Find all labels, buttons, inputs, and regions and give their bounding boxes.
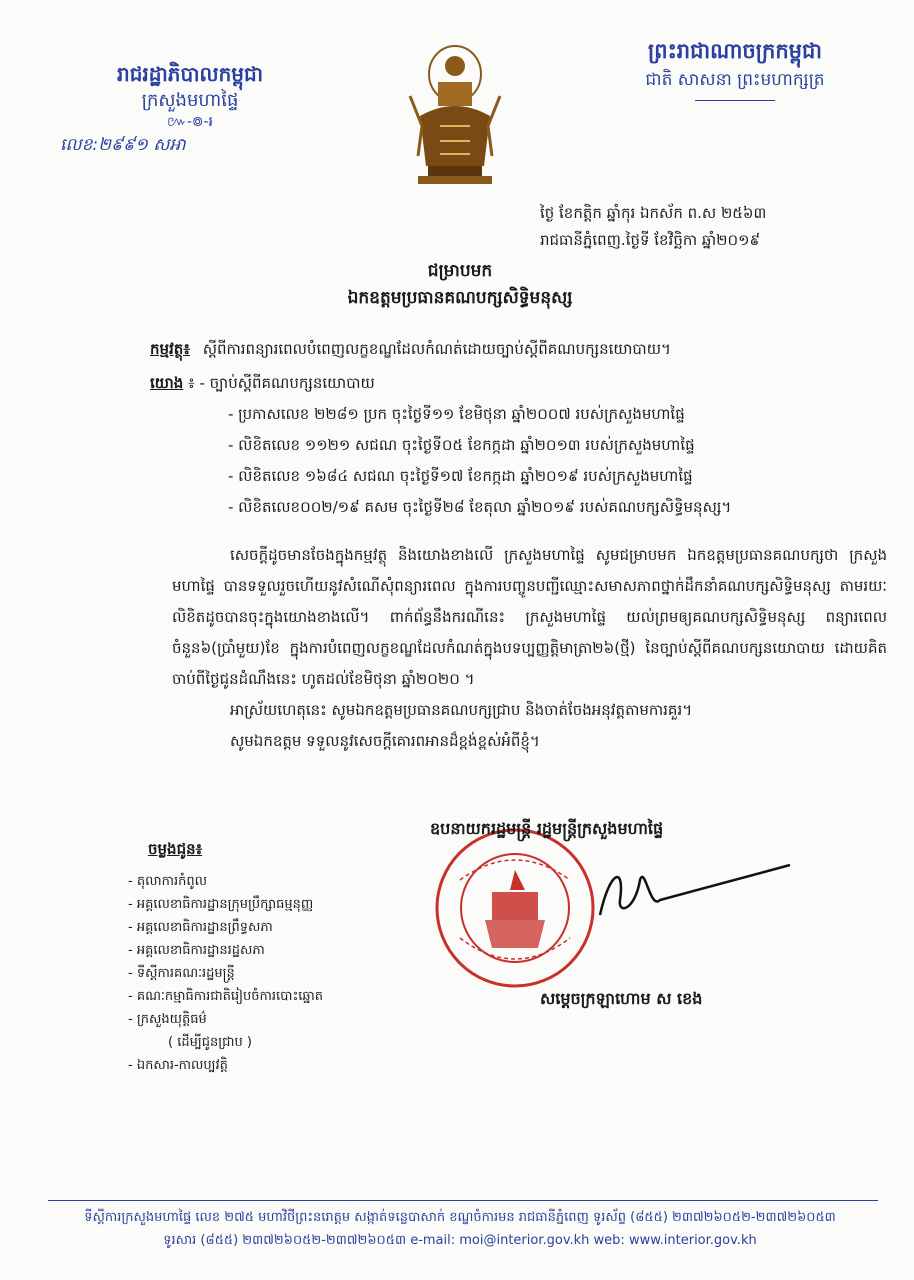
- footer-address: ទីស្តីការក្រសួងមហាផ្ទៃ លេខ ២៧៥ មហាវិថីព្រះនរោត្តម សង្កាត់ទន្លេបាសាក់ ខណ្ឌចំការមន រាជធានីភ្នំពេញ ទូរស័ព្ទ (៨៥៥) ២៣៧២៦០៥២-២៣៧២៦០៥៣: [84, 1210, 836, 1225]
- reference-item: - លិខិតលេខ ១៦៨៤ សជណ ចុះថ្ងៃទី១៧ ខែកក្កដា ឆ្នាំ២០១៩ របស់ក្រសួងមហាផ្ទៃ: [228, 467, 693, 485]
- salutation: ជម្រាបមក: [427, 261, 493, 281]
- subject-line: [150, 334, 880, 364]
- lunar-date: ថ្ងៃ ខែកត្ដិក ឆ្នាំកុរ ឯកស័ក ព.ស ២៥៦៣: [540, 204, 767, 222]
- letter-body: [172, 540, 887, 757]
- recipient: [260, 258, 660, 312]
- recipient-name: ឯកឧត្តមប្រធានគណបក្សសិទ្ធិមនុស្ស: [347, 288, 573, 308]
- signatory-title: ឧបនាយករដ្ឋមន្ត្រី រដ្ឋមន្ត្រីក្រសួងមហាផ្ទៃ: [430, 819, 664, 838]
- footer: [40, 1206, 880, 1252]
- subject-text: ស្ដីពីការពន្យារពេលបំពេញលក្ខខណ្ឌដែលកំណត់ដោយច្បាប់ស្តីពីគណបក្សនយោបាយ។: [202, 340, 671, 358]
- references-label: យោង: [150, 374, 184, 392]
- cc-title: ចម្លងជូន៖: [148, 840, 203, 858]
- kingdom-name: ព្រះរាជាណាចក្រកម្ពុជា: [647, 39, 822, 63]
- body-paragraph: សេចក្តីដូចមានចែងក្នុងកម្មវត្ថុ និងយោងខាងលើ ក្រសួងមហាផ្ទៃ សូមជម្រាបមក ឯកឧត្តមប្រធានគណបក្សថា ក្រសួងមហាផ្ទៃ បានទទួលរួចហើយនូវសំណើសុំពន្យារពេល ក្នុងការបញ្ចូនបញ្ជីឈ្មោះសមាសភាពថ្នាក់ដឹកនាំគណបក្សសិទ្ធិមនុស្ស តាមរយៈលិខិតដូចបានចុះក្នុងយោងខាងលើ។ ពាក់ព័ន្ធនឹងករណីនេះ ក្រសួងមហាផ្ទៃ យល់ព្រមឲ្យគណបក្សសិទ្ធិមនុស្ស ពន្យារពេលចំនួន៦(ប្រាំមួយ)ខែ ក្នុងការបំពេញលក្ខខណ្ឌដែលកំណត់ក្នុងបទប្បញ្ញត្តិមាត្រា២៦(ថ្មី) នៃច្បាប់ស្តីពីគណបក្សនយោបាយ ដោយគិតចាប់ពីថ្ងៃជូនដំណឹងនេះ ហូតដល់ខែមិថុនា ឆ្នាំ២០២០ ។: [172, 546, 887, 688]
- closing-paragraph: សូមឯកឧត្តម ទទួលនូវសេចក្តីគោរពអានដ៏ខ្ពង់ខ្ពស់អំពីខ្ញុំ។: [230, 732, 540, 750]
- footer-contact: ទូរសារ (៨៥៥) ២៣៧២៦០៥២-២៣៧២៦០៥៣ e-mail: moi@interior.gov.kh web: www.interior.gov.kh: [163, 1233, 757, 1248]
- reference-item: - លិខិតលេខ ១១២១ សជណ ចុះថ្ងៃទី០៥ ខែកក្កដា ឆ្នាំ២០១៣ របស់ក្រសួងមហាផ្ទៃ: [228, 436, 695, 454]
- signer-name: សម្តេចក្រឡាហោម ស ខេង: [540, 989, 703, 1008]
- ministry-name: ក្រសួងមហាផ្ទៃ: [141, 90, 239, 111]
- cc-item: - អគ្គលេខាធិការដ្ឋានក្រុមប្រឹក្សាធម្មនុញ្ញ: [128, 897, 314, 912]
- cc-item: - អគ្គលេខាធិការដ្ឋានរដ្ឋសភា: [128, 943, 265, 958]
- cc-item: - តុលាការកំពូល: [128, 874, 207, 889]
- reference-item: - ច្បាប់ស្តីពីគណបក្សនយោបាយ: [199, 374, 375, 392]
- national-motto: ជាតិ សាសនា ព្រះមហាក្សត្រ: [645, 70, 825, 90]
- reference-number: លេខ:២៩៩១ សអា: [60, 135, 186, 155]
- body-paragraph: អាស្រ័យហេតុនេះ សូមឯកឧត្តមប្រធានគណបក្សជ្រាប និងចាត់ចែងអនុវត្តតាមការគួរ។: [230, 701, 693, 719]
- cc-item-note: ( ដើម្បីជូនជ្រាប ): [168, 1035, 252, 1050]
- date-block: [540, 200, 900, 254]
- government-name: រាជរដ្ឋាភិបាលកម្ពុជា: [117, 62, 263, 86]
- header-ornament: ៚-៙-៛: [167, 114, 213, 130]
- cc-item: - ទីស្តីការគណៈរដ្ឋមន្ត្រី: [128, 966, 235, 981]
- cc-list: [128, 840, 388, 1077]
- header-left: [60, 60, 320, 159]
- signature-icon: [590, 860, 800, 920]
- solar-date: រាជធានីភ្នំពេញ.ថ្ងៃទី ខែវិច្ឆិកា ឆ្នាំ២០១៩: [540, 231, 761, 249]
- cc-item: - គណៈកម្មាធិការជាតិរៀបចំការបោះឆ្នោត: [128, 989, 324, 1004]
- royal-arms-emblem-icon: [400, 36, 510, 196]
- official-seal-icon: [430, 820, 600, 995]
- references: [150, 368, 880, 523]
- subject-label: កម្មវត្ថុ៖: [150, 340, 190, 358]
- cc-item: - ឯកសារ-កាលប្បវត្តិ: [128, 1058, 228, 1073]
- cc-item: - ក្រសួងយុត្តិធម៌: [128, 1012, 207, 1027]
- header-right: [600, 36, 870, 101]
- motto-divider: [695, 100, 775, 101]
- reference-item: - ប្រកាសលេខ ២២៨១ ប្រក ចុះថ្ងៃទី១១ ខែមិថុនា ឆ្នាំ២០០៧ របស់ក្រសួងមហាផ្ទៃ: [228, 405, 685, 423]
- footer-divider: [48, 1200, 878, 1201]
- reference-item: - លិខិតលេខ០០២/១៩ គសម ចុះថ្ងៃទី២៨ ខែតុលា ឆ្នាំ២០១៩ របស់គណបក្សសិទ្ធិមនុស្ស។: [228, 498, 732, 516]
- cc-item: - អគ្គលេខាធិការដ្ឋានព្រឹទ្ធសភា: [128, 920, 273, 935]
- reference-row: យោង ៖ - ច្បាប់ស្តីពីគណបក្សនយោបាយ: [150, 374, 375, 392]
